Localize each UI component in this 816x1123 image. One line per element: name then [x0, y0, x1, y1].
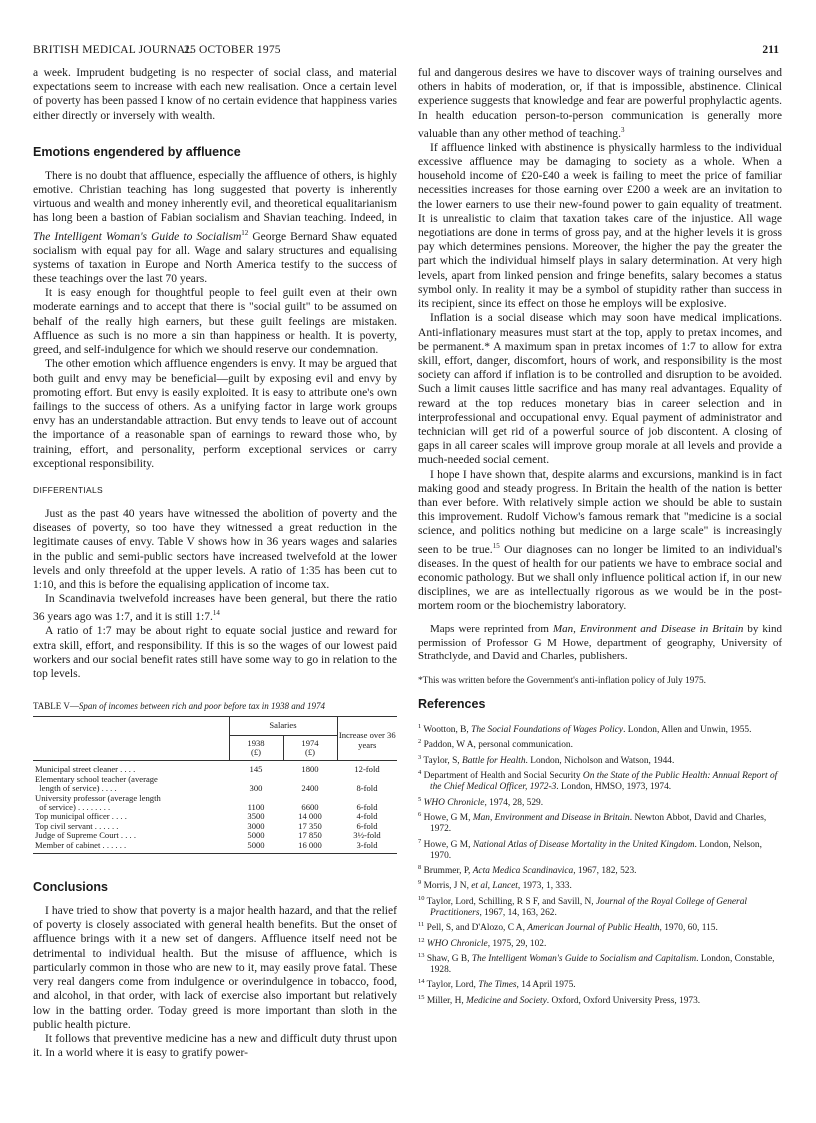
reference-item: $^6$ Howe, G M, Man, Environment and Disease in Britain. Newton Abbot, David and Charles, 1972. — [418, 810, 767, 835]
reference-item: $^{12}$ WHO Chronicle, 1975, 29, 102. — [418, 936, 547, 949]
maps-acknowledgement: Maps were reprinted from Man, Environment and Disease in Britain by kind permission of Professor G M Howe, department of geography, University of Strathclyde, and David and Charles, publishers. — [418, 623, 782, 663]
journal-name: BRITISH MEDICAL JOURNAL — [33, 44, 193, 56]
right-column — [418, 66, 782, 1113]
right-paragraph-2: Inflation is a social disease which may soon have medical implications. Anti-inflationary measures must start at the top, apply to pretax incomes, and be permanent.* A maximum span in pretax incomes of 1:7 to allow for extra skill, effort, danger, discomfort, hours of work, and responsibility is the most society can afford if inflation is to be controlled and disruption to be avoided. Such a limit causes little sacrifice and has many real advantages. Equality of reward at the top reduces monetary bias in career selection and in interprofessional and occupational envy. Equal payment of administrator and technician will get rid of a powerful source of job discontent. A closing of gaps in all career scales will improve group morale at all levels and provide a much-needed social cement. — [418, 312, 782, 467]
reference-item: $^{15}$ Miller, H, Medicine and Society. Oxford, Oxford University Press, 1973. — [418, 993, 701, 1006]
conclusions-heading: Conclusions — [33, 880, 109, 895]
value-1938: 145 — [249, 764, 263, 775]
row-label: Judge of Supreme Court . . . . — [35, 830, 136, 841]
differentials-paragraph-1: Just as the past 40 years have witnessed the abolition of poverty and the diseases of poverty, so too have they witnessed a great reduction in the legitimate causes of envy. Table V shows how in 36 years wages and salaries in the public and semi-public sectors have increased twelvefold at the lower levels and only threefold at the upper levels. A ratio of 1:35 has been cut to 1:10, and this is before the equalising application of income tax. — [33, 507, 397, 591]
reference-item: $^1$ Wootton, B, The Social Foundations of Wages Policy. London, Allen and Unwin, 1955. — [418, 723, 752, 736]
reference-item: $^2$ Paddon, W A, personal communication. — [418, 738, 573, 751]
reference-item: $^9$ Morris, J N, et al, Lancet, 1973, 1, 333. — [418, 879, 572, 892]
increase-value: 8-fold — [356, 783, 378, 794]
table-row — [33, 794, 397, 813]
references-list — [418, 721, 782, 1007]
differentials-paragraph-2: In Scandinavia twelvefold increases have been general, but there the ratio 36 years ago was 1:7, and it is still 1:7.14 — [33, 593, 397, 624]
value-1974: 17 850 — [298, 830, 322, 841]
conclusions-paragraph-2: It follows that preventive medicine has a new and difficult duty thrust upon it. In a world where it is easy to gratify power- — [33, 1032, 397, 1060]
left-column — [33, 66, 397, 1113]
value-1938: 5000 — [229, 841, 283, 854]
increase-value: 6-fold — [356, 802, 378, 813]
income-span-table — [33, 716, 397, 854]
increase-value: 3-fold — [337, 841, 397, 854]
value-1974: 17 350 — [298, 820, 322, 831]
reference-item: $^{11}$ Pell, S, and D'Alozo, C A, American Journal of Public Health, 1970, 60, 115. — [418, 921, 718, 934]
footnote: *This was written before the Government's anti-inflation policy of July 1975. — [418, 675, 707, 686]
references-heading: References — [418, 697, 486, 712]
value-1974: 1800 — [301, 764, 319, 775]
reference-item: $^8$ Brummer, P, Acta Medica Scandinavica, 1967, 182, 523. — [418, 864, 637, 877]
reference-item: $^5$ WHO Chronicle, 1974, 28, 529. — [418, 795, 544, 808]
reference-item: $^{14}$ Taylor, Lord, The Times, 14 April 1975. — [418, 978, 576, 991]
row-label: Top municipal officer . . . . — [35, 811, 127, 822]
row-label: Member of cabinet . . . . . . — [33, 841, 229, 854]
value-1974: 14 000 — [298, 811, 322, 822]
row-label: Top civil servant . . . . . . — [35, 820, 119, 831]
differentials-paragraph-3: A ratio of 1:7 may be about right to equate social justice and reward for extra skill, effort, and responsibility. If this is so the wages of our lowest paid workers and our social benefit rates still have some way to go in relation to the top levels. — [33, 625, 397, 680]
increase-header: Increase over 36 years — [337, 717, 397, 761]
row-label: Municipal street cleaner . . . . — [35, 764, 136, 775]
page-number: 211 — [762, 44, 779, 56]
table-body — [33, 761, 397, 854]
reference-item: $^{10}$ Taylor, Lord, Schilling, R S F, and Savill, N, Journal of the Royal College of General Practitioners, 1967, 14, 163, 262. — [418, 894, 747, 919]
increase-value: 3½-fold — [353, 830, 381, 841]
table-row — [33, 761, 397, 775]
reference-item: $^{13}$ Shaw, G B, The Intelligent Woman's Guide to Socialism and Capitalism. London, Constable, 1928. — [418, 951, 775, 976]
value-1974: 2400 — [301, 783, 319, 794]
reference-item: $^4$ Department of Health and Social Security On the State of the Public Health: Annual Report of the Chief Medical Officer, 1972-3. London, HMSO, 1973, 1974. — [418, 769, 778, 793]
value-1974: 6600 — [301, 802, 319, 813]
table-caption: TABLE V—Span of incomes between rich and poor before tax in 1938 and 1974 — [33, 701, 326, 712]
conclusions-paragraph-1: I have tried to show that poverty is a major health hazard, and that the relief of poverty is closely associated with general health benefits. But the onset of affluence brings with it a new set of dangers. Affluence itself need not be detrimental to individual health. But the misuse of affluence, which is particularly common in those who are new to it, may easily prove fatal. These very real dangers come from indulgence or overindulgence in tobacco, food, and alcohol, in that order, with lack of exercise also important but relatively low in the batting order. Today greed is more important than sloth in the public health picture. — [33, 905, 397, 1031]
table-row — [33, 841, 397, 854]
right-paragraph-0: ful and dangerous desires we have to discover ways of training ourselves and others in habits of moderation, or, if that is impossible, abstinence. Clinical experience suggests that knowledge and fear are powerful prophylactic agents. In health education person-to-person communication is generally more valuable than any other method of teaching.$^3$ — [418, 67, 782, 140]
issue-date: 25 OCTOBER 1975 — [184, 44, 281, 56]
row-label: Elementary school teacher (average length of service) . . . . — [35, 773, 158, 794]
emotions-paragraph-1: There is no doubt that affluence, especially the affluence of others, is highly emotive. Christian teaching has long suggested that poverty is inherently virtuous and wealth and money inherently evil, and theoretical equalitarianism has long been a bastion of Fabian socialism and Shavian teaching. Indeed, in The Intelligent Woman's Guide to Socialism$^{12}$ George Bernard Shaw equated socialism with equal pay for all. Wage and salary structures and equalising systems of taxation in Europe and North America testify to the success of these teachings over the last 70 years. — [33, 169, 397, 286]
emotions-heading: Emotions engendered by affluence — [33, 144, 241, 159]
reference-item: $^7$ Howe, G M, National Atlas of Disease Mortality in the United Kingdom. London, Nelson, 1970. — [418, 837, 762, 861]
reference-item: $^3$ Taylor, S, Battle for Health. London, Nicholson and Watson, 1944. — [418, 753, 675, 766]
value-1938: 3500 — [247, 811, 265, 822]
row-label: University professor (average length of service) . . . . . . . . — [35, 792, 161, 813]
table-row — [33, 775, 397, 794]
differentials-heading: DIFFERENTIALS — [33, 484, 104, 495]
value-1974: 16 000 — [283, 841, 337, 854]
running-header — [33, 44, 779, 60]
value-1938: 5000 — [247, 830, 265, 841]
salaries-header: Salaries — [229, 717, 337, 735]
year-1974-header: 1974 (£) — [283, 735, 337, 761]
increase-value: 4-fold — [356, 811, 378, 822]
right-paragraph-3: I hope I have shown that, despite alarms and excursions, mankind is in fact making good and steady progress. In Britain the health of the nation is better than ever before. With relatively simple action we should be able to sustain this improvement. Rudolf Vichow's famous remark that "medicine is a social science, and politics nothing but medicine on a large scale" is increasingly seen to be true.$^{15}$ Our diagnoses can no longer be limited to an individual's diseases. In the quest of health for our patients we have to embrace social and economic pathology. But we shall only influence political action if, in our new disciplines, we are as intellectually rigorous as we would be in the post-mortem room or the biochemistry laboratory. — [418, 468, 782, 613]
year-1938-header: 1938 (£) — [229, 735, 283, 761]
increase-value: 6-fold — [356, 820, 378, 831]
emotions-paragraph-2: It is easy enough for thoughtful people to feel guilt even at their own moderate earnings and to accept that there is "social guilt" to be assumed on behalf of the really high earners, but these guilt feelings are mistaken. Affluence as such is no more a sin than happiness or health. It is poverty, greed, and self-indulgence for which we should reserve our condemnation. — [33, 287, 397, 357]
intro-paragraph: a week. Imprudent budgeting is no respecter of social class, and material expectations seem to increase with each new realisation. Once a certain level of poverty has been passed I know of no certain evidence that happiness varies either directly or inversely with wealth. — [33, 67, 397, 122]
value-1938: 1100 — [247, 802, 265, 813]
increase-value: 12-fold — [354, 764, 380, 775]
value-1938: 300 — [249, 783, 263, 794]
right-paragraph-1: If affluence linked with abstinence is physically harmless to the individual excessive affluence may be damaging to society as a whole. When a household income of £20-£40 a week is failing to meet the price of familiar necessities increases for those earning over £200 a week are an invitation to the lower earners to use their new-found power to gain equality of treatment. It is unrealistic to claim that taxation takes care of the injustice. All wage negotiations are done in terms of gross pay, and at the higher levels it is gross pay which determines pensions. Moreover, the higher the pay the greater the part which the individual himself plays in salary determination. At very high levels, apart from linked pension and fringe benefits, salary becomes a status symbol only. In reality it may be a symbol of stupidity rather than success in its recipient, since its effect on those he employs will be explosive. — [418, 141, 782, 311]
emotions-paragraph-3: The other emotion which affluence engenders is envy. It may be argued that both guilt and envy may be beneficial—guilt by exposing evil and envy by promoting effort. But envy is easily exploited. It is easy to attribute one's own failings to the success of others. As a unifying factor in large work groups envy has an understandable attraction. But envy tends to leave out of account the importance of a reasonable span of earnings to reward those who, by training, effort, and personality, perform exceptional services or carry exceptional responsibility. — [33, 358, 397, 470]
value-1938: 3000 — [247, 820, 265, 831]
